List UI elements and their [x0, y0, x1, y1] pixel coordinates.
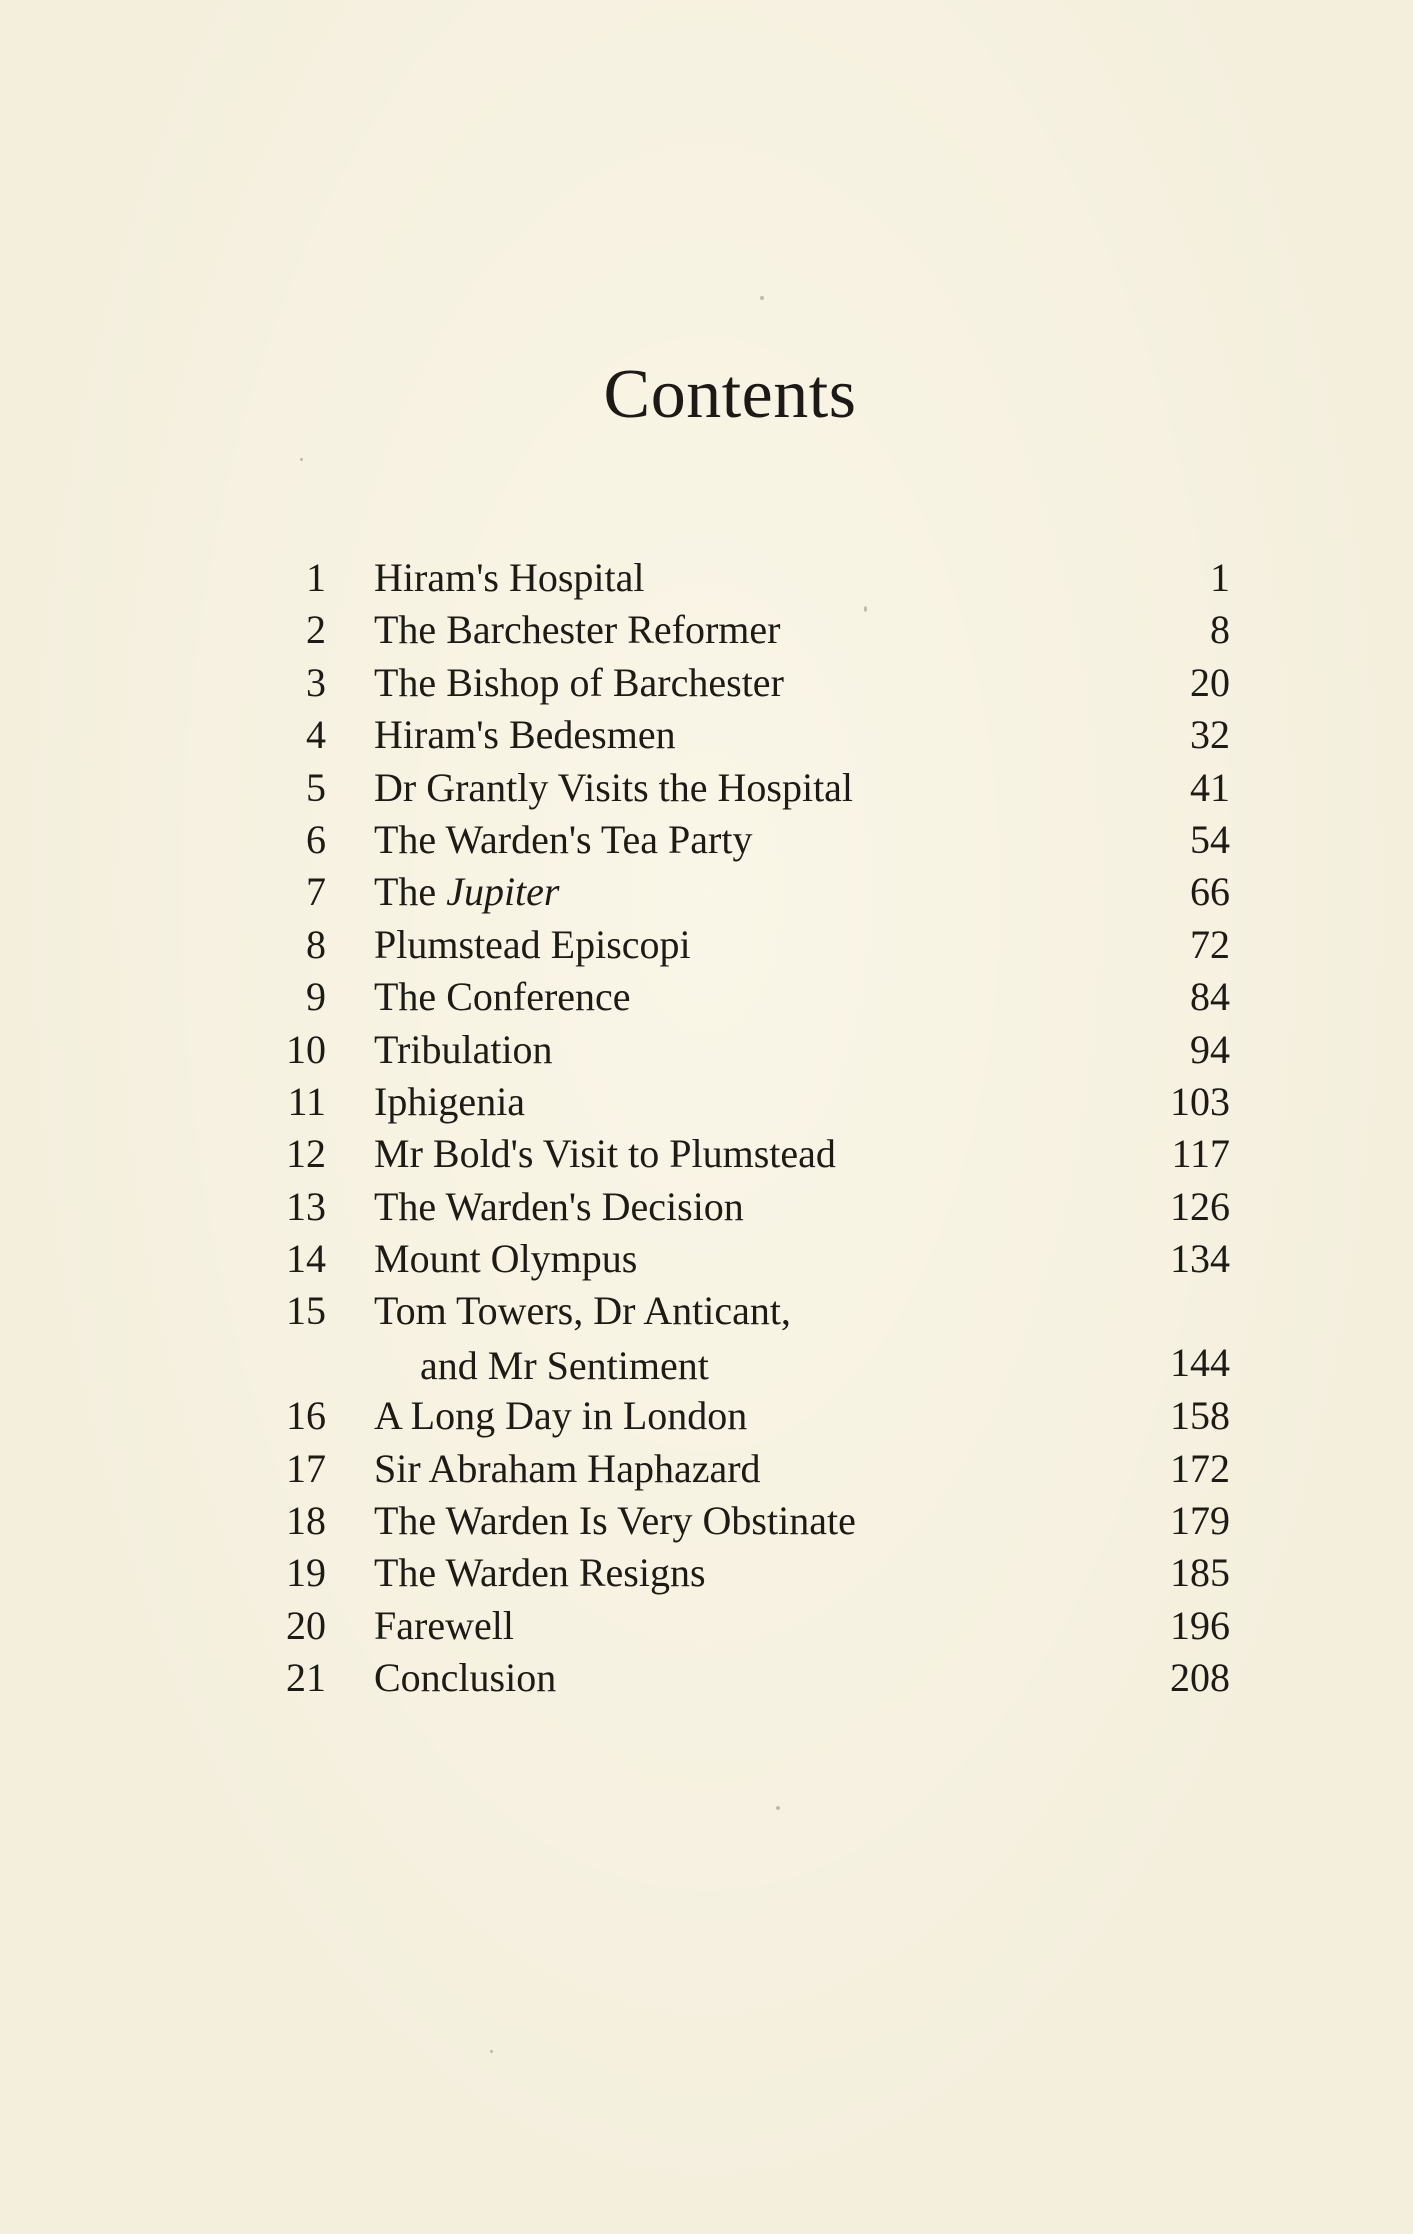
- page-number: 41: [1190, 764, 1230, 810]
- page-number: 20: [1190, 659, 1230, 705]
- chapter-number: 11: [287, 1078, 326, 1124]
- chapter-title-line-2: and Mr Sentiment: [420, 1343, 709, 1389]
- page-number: 208: [1170, 1655, 1230, 1701]
- chapter-number: 6: [306, 816, 326, 862]
- toc-entry: [270, 760, 1230, 812]
- page-number: 158: [1170, 1393, 1230, 1439]
- toc-entry: [270, 1598, 1230, 1650]
- chapter-title: Mount Olympus: [374, 1236, 638, 1282]
- page-number: 144: [1170, 1340, 1230, 1386]
- toc-entry: [270, 917, 1230, 969]
- chapter-title: Iphigenia: [374, 1078, 526, 1124]
- page-number: 72: [1190, 921, 1230, 967]
- paper-speck: [760, 296, 764, 300]
- toc-entry: [270, 1441, 1230, 1493]
- page-number: 94: [1190, 1026, 1230, 1072]
- chapter-title: The Warden's Tea Party: [374, 816, 753, 862]
- page-number: 84: [1190, 974, 1230, 1020]
- toc-entry: [270, 1388, 1230, 1440]
- toc-entry: [270, 1126, 1230, 1178]
- chapter-title: [374, 868, 560, 915]
- chapter-title: Plumstead Episcopi: [374, 921, 691, 967]
- chapter-number: 8: [306, 921, 326, 967]
- page-title: Contents: [603, 356, 857, 433]
- chapter-number: 17: [286, 1445, 326, 1491]
- chapter-title-prefix: The: [374, 869, 447, 915]
- toc-entry: [270, 1545, 1230, 1597]
- chapter-title: Mr Bold's Visit to Plumstead: [374, 1131, 836, 1177]
- toc-entry: [270, 1074, 1230, 1126]
- page-number: 66: [1190, 869, 1230, 915]
- chapter-number: 14: [286, 1236, 326, 1282]
- chapter-number: 12: [286, 1131, 326, 1177]
- chapter-title: The Barchester Reformer: [374, 607, 781, 653]
- toc-entry: [270, 707, 1230, 759]
- toc-entry: [270, 550, 1230, 602]
- page-number: 54: [1190, 816, 1230, 862]
- chapter-title: Tribulation: [374, 1026, 553, 1072]
- chapter-number: 19: [286, 1550, 326, 1596]
- paper-speck: [864, 606, 867, 612]
- table-of-contents: [270, 550, 1230, 1703]
- toc-entry: [270, 1231, 1230, 1283]
- chapter-number: 13: [286, 1183, 326, 1229]
- page-number: 117: [1171, 1131, 1230, 1177]
- chapter-title: Dr Grantly Visits the Hospital: [374, 764, 854, 810]
- chapter-title: The Warden Resigns: [374, 1550, 706, 1596]
- chapter-title: Conclusion: [374, 1655, 557, 1701]
- chapter-title: Hiram's Hospital: [374, 555, 645, 600]
- paper-speck: [490, 2050, 493, 2053]
- page-number: 32: [1190, 712, 1230, 758]
- toc-entry: [270, 655, 1230, 707]
- chapter-title: The Conference: [374, 974, 631, 1020]
- toc-entry: [270, 1283, 1230, 1388]
- chapter-number: 3: [306, 659, 326, 705]
- page-number: 179: [1170, 1498, 1230, 1544]
- page-number: 126: [1170, 1183, 1230, 1229]
- chapter-number: 9: [306, 974, 326, 1020]
- toc-entry: [270, 864, 1230, 916]
- chapter-title: A Long Day in London: [374, 1393, 748, 1439]
- chapter-title-line-1: Tom Towers, Dr Anticant,: [374, 1288, 791, 1334]
- toc-entry: [270, 1179, 1230, 1231]
- chapter-title: The Bishop of Barchester: [374, 659, 784, 705]
- chapter-title: Hiram's Bedesmen: [374, 712, 676, 758]
- page-number: 185: [1170, 1550, 1230, 1596]
- chapter-number: 20: [286, 1602, 326, 1648]
- chapter-number: 10: [286, 1026, 326, 1072]
- chapter-title: The Warden's Decision: [374, 1183, 744, 1229]
- toc-entry: [270, 969, 1230, 1021]
- chapter-number: 5: [306, 764, 326, 810]
- paper-speck: [300, 458, 303, 461]
- chapter-number: 7: [306, 869, 326, 915]
- chapter-title: Farewell: [374, 1602, 514, 1648]
- page-number: 134: [1170, 1236, 1230, 1282]
- toc-entry: [270, 602, 1230, 654]
- chapter-number: 15: [286, 1288, 326, 1334]
- chapter-number: 2: [306, 607, 326, 653]
- page-number: 172: [1170, 1445, 1230, 1491]
- toc-entry: [270, 812, 1230, 864]
- chapter-title: The Warden Is Very Obstinate: [374, 1498, 856, 1544]
- page-number: 103: [1170, 1078, 1230, 1124]
- toc-entry: [270, 1650, 1230, 1702]
- chapter-number: 16: [286, 1393, 326, 1439]
- page-number: 1: [1210, 555, 1230, 600]
- chapter-title: Sir Abraham Haphazard: [374, 1445, 761, 1491]
- chapter-title-italic: Jupiter: [446, 869, 560, 915]
- chapter-title: [374, 1287, 791, 1389]
- chapter-number: 1: [306, 555, 326, 600]
- toc-entry: [270, 1022, 1230, 1074]
- paper-speck: [776, 1806, 780, 1810]
- chapter-number: 4: [306, 712, 326, 758]
- chapter-number: 21: [286, 1655, 326, 1701]
- toc-entry: [270, 1493, 1230, 1545]
- chapter-number: 18: [286, 1498, 326, 1544]
- page-number: 196: [1170, 1602, 1230, 1648]
- page-number: 8: [1210, 607, 1230, 653]
